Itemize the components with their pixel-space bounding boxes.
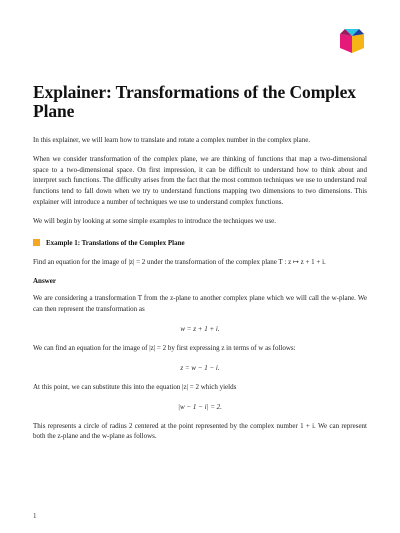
equation-2: z = w − 1 − i.	[180, 363, 220, 372]
example-square-icon	[33, 239, 40, 246]
page-title: Explainer: Transformations of the Complex Plane	[33, 82, 356, 121]
brand-logo-icon	[337, 26, 367, 56]
body-paragraph-1: When we consider transformation of the complex plane, we are thinking of functions that map a two-dimensional space to a two-dimensional space. On first impression, it can be difficult to understand how to think about and interpret such functions. The difficulty arises from the fact that the most common techniques we use to understand real functions tend to fall down when we try to understand functions mapping two dimensions to two dimensions. This explainer will introduce a number of techniques we use to understand complex functions.	[33, 154, 367, 206]
equation-1: w = z + 1 + i.	[180, 324, 220, 333]
answer-paragraph-4: This represents a circle of radius 2 centered at the point represented by the complex number 1 + i. We can represent both the z-plane and the w-plane as follows.	[33, 421, 367, 441]
answer-label: Answer	[33, 277, 56, 286]
example-heading	[33, 239, 367, 247]
body-paragraph-2: We will begin by looking at some simple examples to introduce the techniques we use.	[33, 216, 277, 225]
intro-paragraph: In this explainer, we will learn how to translate and rotate a complex number in the complex plane.	[33, 136, 311, 144]
answer-paragraph-3: At this point, we can substitute this into the equation |z| = 2 which yields	[33, 382, 237, 391]
example-title: Example 1: Translations of the Complex Plane	[46, 238, 185, 247]
document-body	[33, 83, 367, 442]
equation-3: |w − 1 − i| = 2.	[178, 402, 222, 411]
page-number: 1	[33, 512, 37, 520]
example-question: Find an equation for the image of |z| = 2 under the transformation of the complex plane T : z ↦ z + 1 + i.	[33, 257, 326, 266]
answer-paragraph-2: We can find an equation for the image of |z| = 2 by first expressing z in terms of w as follows:	[33, 343, 296, 352]
answer-paragraph-1: We are considering a transformation T from the z-plane to another complex plane which we will call the w-plane. We can then represent the transformation as	[33, 294, 367, 314]
